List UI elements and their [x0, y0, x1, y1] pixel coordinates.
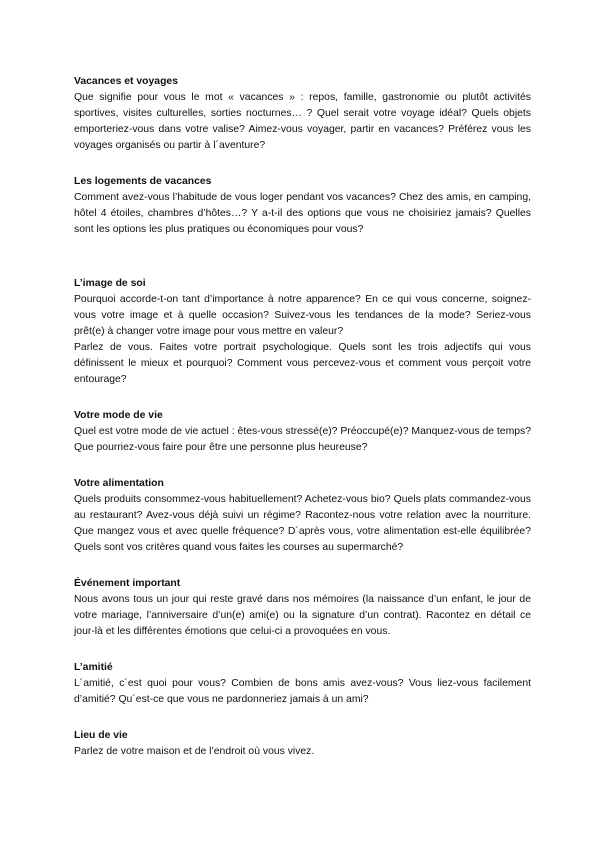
- section-title: L’amitié: [74, 662, 113, 673]
- section-lieu-de-vie: [74, 728, 531, 760]
- section-evenement-important: [74, 576, 531, 640]
- section-image-de-soi: [74, 276, 531, 388]
- section-paragraph: L´amitié, c´est quoi pour vous? Combien de bons amis avez-vous? Vous liez-vous facilement d’amitié? Qu´est-ce que vous ne pardonneriez jamais à un ami?: [74, 678, 531, 705]
- section-title: Votre alimentation: [74, 478, 164, 489]
- section-paragraph: Comment avez-vous l’habitude de vous loger pendant vos vacances? Chez des amis, en camping, hôtel 4 étoiles, chambres d’hôtes…? Y a-t-il des options que vous ne choisiriez jamais? Quelles sont les options les plus pratiques ou économiques pour vous?: [74, 192, 531, 235]
- section-title: Événement important: [74, 578, 181, 589]
- section-vacances-et-voyages: [74, 74, 531, 154]
- section-alimentation: [74, 476, 531, 556]
- section-paragraph: Parlez de votre maison et de l’endroit où vous vivez.: [74, 746, 315, 757]
- section-title: Vacances et voyages: [74, 76, 178, 87]
- section-logements-de-vacances: [74, 174, 531, 238]
- section-paragraph: Quel est votre mode de vie actuel : êtes-vous stressé(e)? Préoccupé(e)? Manquez-vous de temps? Que pourriez-vous faire pour être une personne plus heureuse?: [74, 426, 531, 453]
- section-paragraph: Parlez de vous. Faites votre portrait psychologique. Quels sont les trois adjectifs qui vous définissent le mieux et pourquoi? Comment vous percevez-vous et comment vous perçoit votre entourage?: [74, 342, 531, 385]
- section-paragraph: Quels produits consommez-vous habituellement? Achetez-vous bio? Quels plats commandez-vous au restaurant? Avez-vous déjà suivi un régime? Racontez-nous votre relation avec la nourriture. Que mangez vous et avec quelle fréquence? D´après vous, votre alimentation est-elle équilibrée? Quels sont vos critères quand vous faites les courses au supermarché?: [74, 494, 531, 553]
- section-title: Lieu de vie: [74, 730, 128, 741]
- document-body: [74, 74, 531, 760]
- section-paragraph: Pourquoi accorde-t-on tant d’importance à notre apparence? En ce qui vous concerne, soignez-vous votre image et à quelle occasion? Suivez-vous les tendances de la mode? Seriez-vous prêt(e) à changer votre image pour vous mettre en valeur?: [74, 294, 531, 337]
- section-title: Les logements de vacances: [74, 176, 212, 187]
- section-title: Votre mode de vie: [74, 410, 163, 421]
- section-title: L’image de soi: [74, 278, 146, 289]
- section-paragraph: Nous avons tous un jour qui reste gravé dans nos mémoires (la naissance d’un enfant, le jour de votre mariage, l’anniversaire d’un(e) ami(e) ou la signature d’un contrat). Racontez en détail ce jour-là et les différentes émotions que celui-ci a provoquées en vous.: [74, 594, 531, 637]
- section-amitie: [74, 660, 531, 708]
- section-mode-de-vie: [74, 408, 531, 456]
- section-paragraph: Que signifie pour vous le mot « vacances » : repos, famille, gastronomie ou plutôt activités sportives, visites culturelles, sorties nocturnes… ? Quel serait votre voyage idéal? Quels objets emporteriez-vous dans votre valise? Aimez-vous voyager, partir en vacances? Préférez vous les voyages organisés ou partir à l´aventure?: [74, 92, 531, 151]
